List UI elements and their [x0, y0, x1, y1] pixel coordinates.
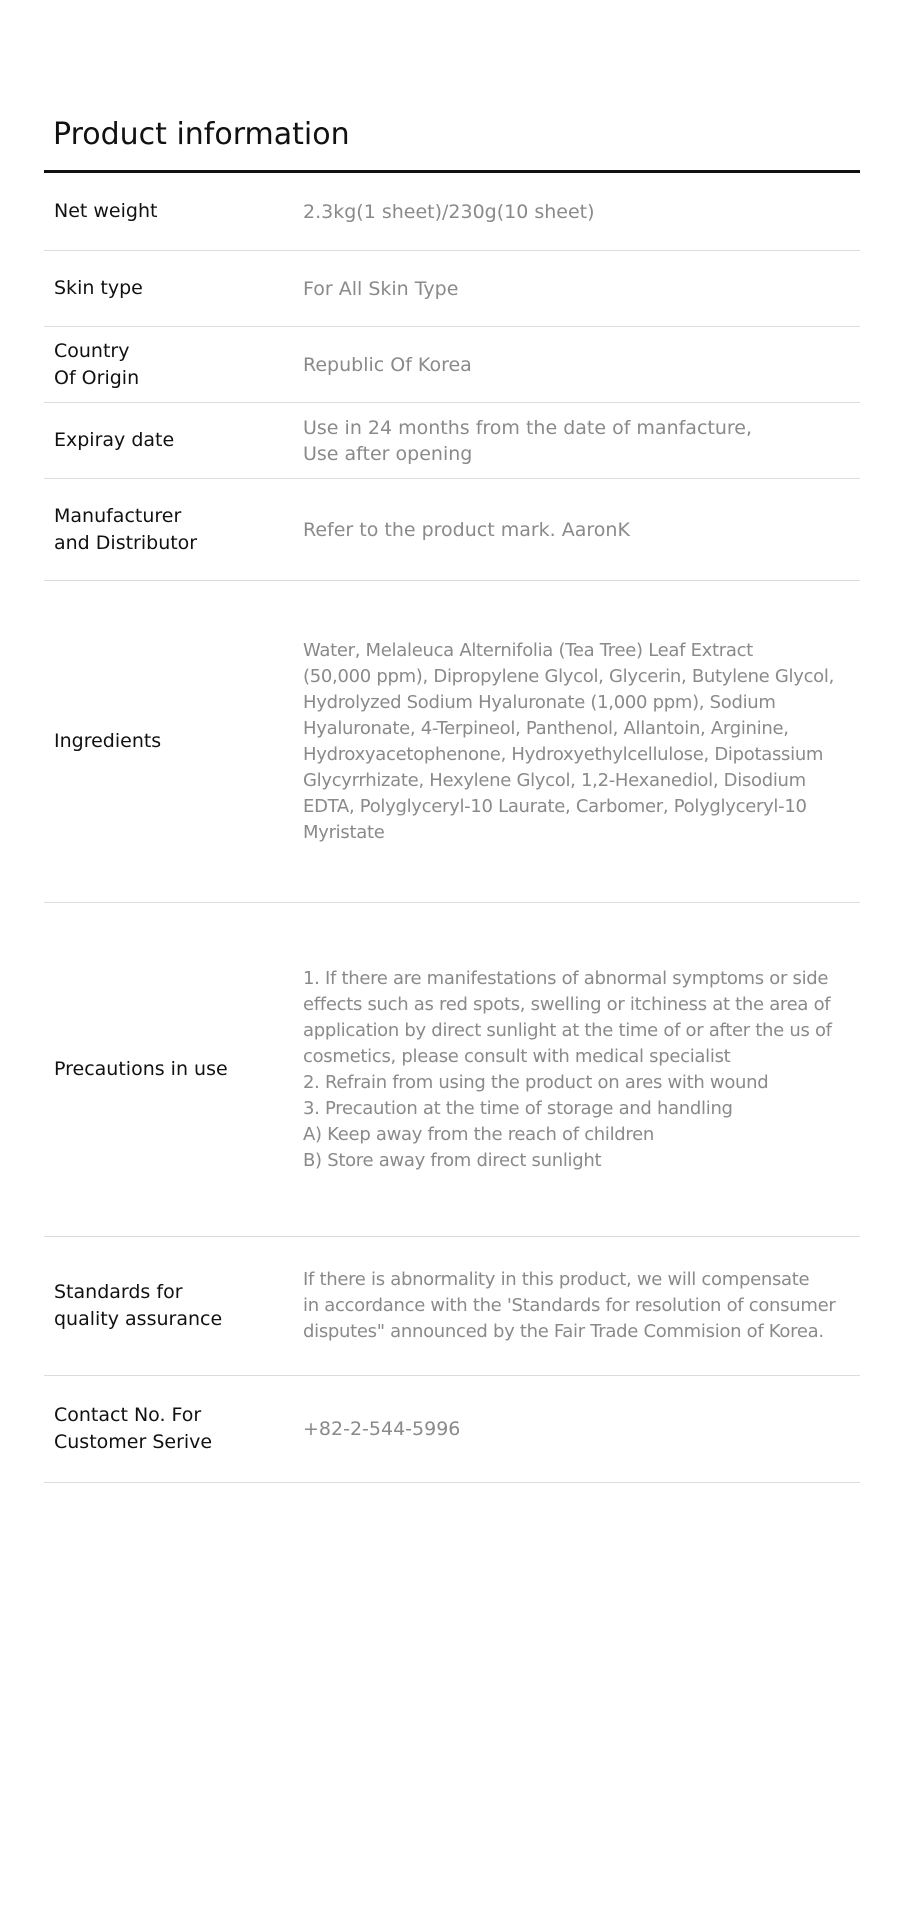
row-value: For All Skin Type: [303, 277, 459, 300]
row-label: Expiray date: [54, 429, 175, 451]
info-row-country-of-origin: [44, 327, 860, 403]
info-row-quality-standards: [44, 1237, 860, 1376]
row-value: 1. If there are manifestations of abnormal symptoms or side effects such as red spots, swelling or itchiness at the area of application by direct sunlight at the time of or after the us of cosmetics, please consult with medical specialist 2. Refrain from using the product on ares with wound 3. Precaution at the time of storage and handling A) Keep away from the reach of children B) Store away from direct sunlight: [303, 967, 832, 1171]
info-row-manufacturer: [44, 479, 860, 581]
row-label: Manufacturer and Distributor: [54, 504, 198, 554]
info-row-contact: [44, 1376, 860, 1483]
row-value: 2.3kg(1 sheet)/230g(10 sheet): [303, 200, 595, 223]
row-label: Country Of Origin: [54, 339, 140, 389]
row-label: Ingredients: [54, 730, 162, 752]
row-value: Use in 24 months from the date of manfacture, Use after opening: [303, 416, 753, 465]
row-label: Skin type: [54, 277, 143, 299]
row-value: If there is abnormality in this product, we will compensate in accordance with the 'Standards for resolution of consumer disputes" announced by the Fair Trade Commision of Korea.: [303, 1269, 836, 1342]
row-value: Republic Of Korea: [303, 353, 472, 376]
row-label: Standards for quality assurance: [54, 1281, 223, 1330]
row-label: Contact No. For Customer Serive: [54, 1404, 213, 1453]
info-row-precautions: [44, 903, 860, 1237]
info-row-expiry-date: [44, 403, 860, 479]
row-value: +82-2-544-5996: [303, 1418, 461, 1440]
row-value: Refer to the product mark. AaronK: [303, 518, 630, 541]
row-label: Precautions in use: [54, 1058, 228, 1080]
info-row-net-weight: [44, 173, 860, 251]
info-row-ingredients: [44, 581, 860, 903]
row-label: Net weight: [54, 200, 158, 222]
row-value: Water, Melaleuca Alternifolia (Tea Tree) Leaf Extract (50,000 ppm), Dipropylene Glycol, Glycerin, Butylene Glycol, Hydrolyzed Sodium Hyaluronate (1,000 ppm), Sodium Hyaluronate, 4-Terpineol, Panthenol, Allantoin, Arginine, Hydroxyacetophenone, Hydroxyethylcellulose, Dipotassium Glycyrrhizate, Hexylene Glycol, 1,2-Hexanediol, Disodium EDTA, Polyglyceryl-10 Laurate, Carbomer, Polyglyceryl-10 Myristate: [303, 639, 835, 843]
page-title: Product information: [53, 117, 350, 152]
info-row-skin-type: [44, 251, 860, 327]
